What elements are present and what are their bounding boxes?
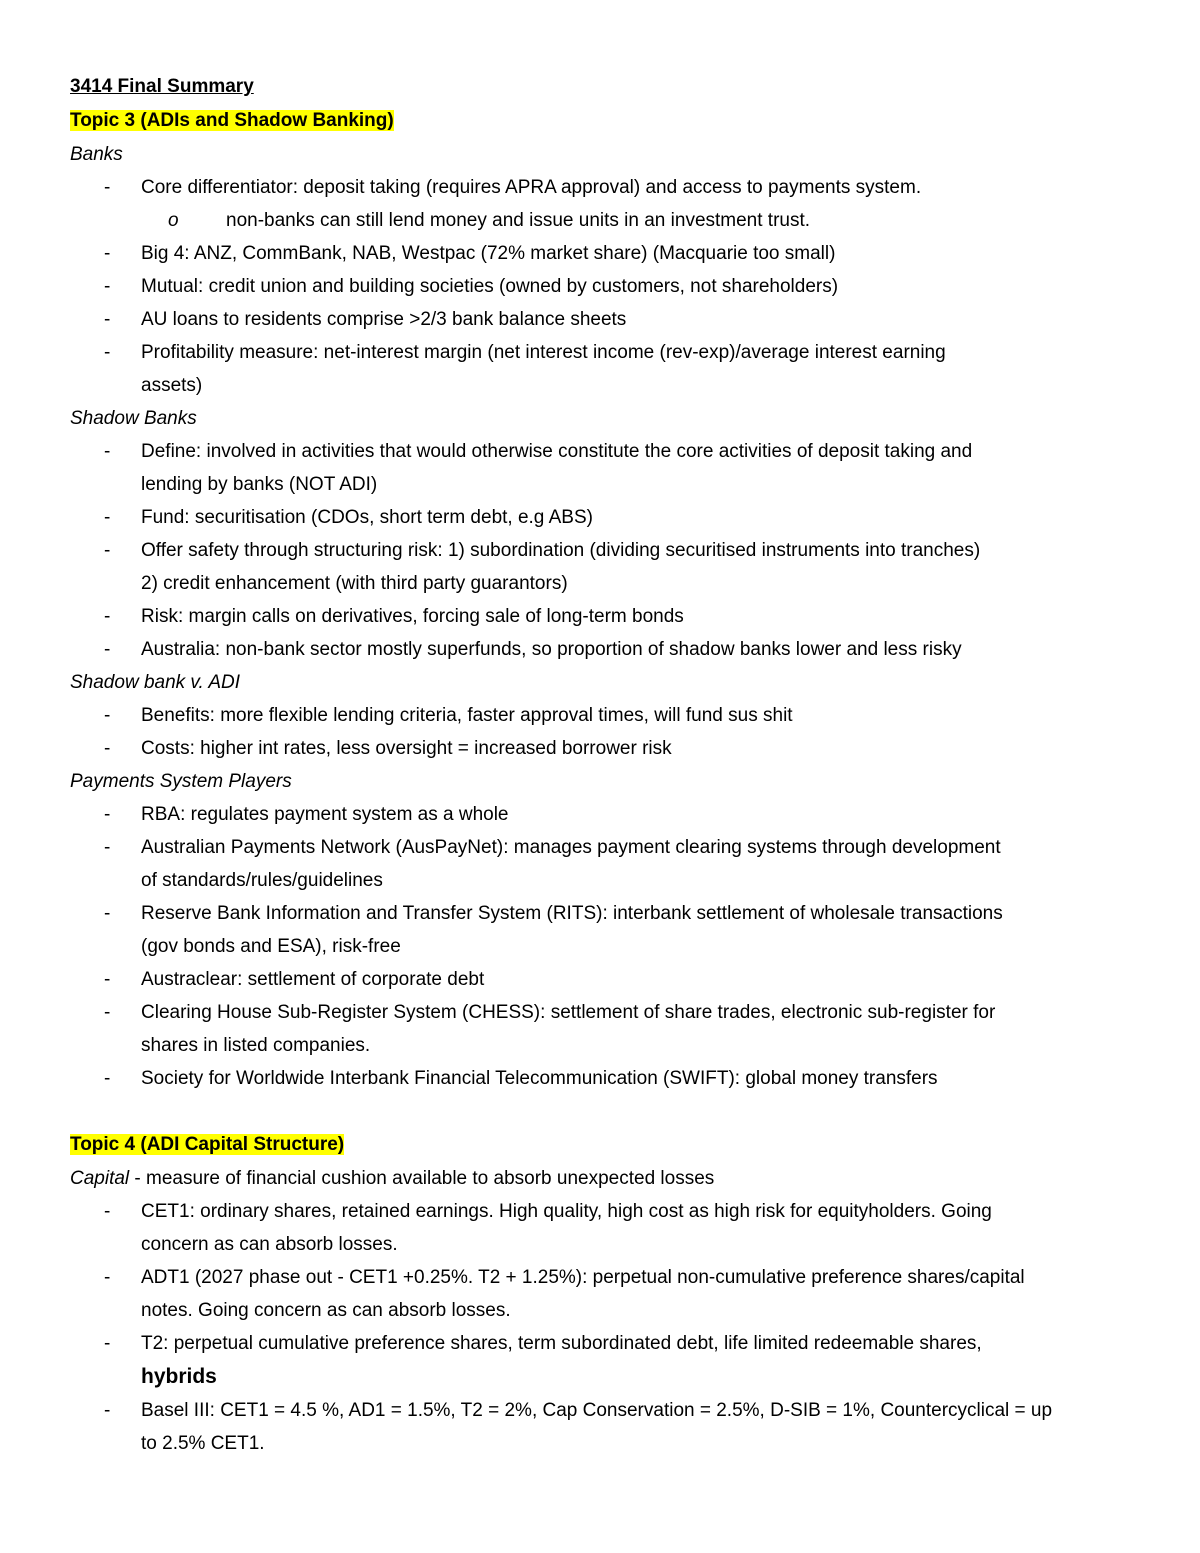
list-item-text: Offer safety through structuring risk: 1) subordination (dividing securitised instruments into tranches) <box>141 540 981 561</box>
bullet-dash: - <box>104 903 111 924</box>
list-item-text: ADT1 (2027 phase out - CET1 +0.25%. T2 + 1.25%): perpetual non-cumulative preference shares/capital <box>141 1267 1025 1288</box>
bullet-dash: - <box>104 705 111 726</box>
list-item-text: lending by banks (NOT ADI) <box>141 474 378 495</box>
sub-list-item <box>70 204 1130 237</box>
blank-line <box>70 1095 1130 1128</box>
section-payments-heading: Payments System Players <box>70 771 292 792</box>
list-item <box>70 1195 1130 1228</box>
bullet-dash: - <box>104 1068 111 1089</box>
bullet-dash: - <box>104 804 111 825</box>
document-title: 3414 Final Summary <box>70 76 254 97</box>
list-item <box>70 831 1130 864</box>
list-item-text: (gov bonds and ESA), risk-free <box>141 936 401 957</box>
capital-definition <box>70 1162 1130 1195</box>
list-item <box>70 963 1130 996</box>
bullet-dash: - <box>104 1333 111 1354</box>
list-item-continuation <box>70 468 1130 501</box>
bullet-dash: - <box>104 837 111 858</box>
bullet-dash: - <box>104 606 111 627</box>
section-shadow-vs-adi-heading: Shadow bank v. ADI <box>70 672 241 693</box>
bullet-dash: - <box>104 309 111 330</box>
list-item-text: Define: involved in activities that would otherwise constitute the core activities of deposit taking and <box>141 441 973 462</box>
list-item <box>70 534 1130 567</box>
list-item-text: shares in listed companies. <box>141 1035 371 1056</box>
list-item <box>70 699 1130 732</box>
list-item <box>70 501 1130 534</box>
sub-bullet-marker: o <box>168 210 179 231</box>
sub-list-item-text: non-banks can still lend money and issue units in an investment trust. <box>226 210 811 231</box>
list-item-text: assets) <box>141 375 203 396</box>
list-item <box>70 1394 1130 1427</box>
list-item-text: Core differentiator: deposit taking (requires APRA approval) and access to payments system. <box>141 177 922 198</box>
list-item-continuation <box>70 1228 1130 1261</box>
hybrids-text: hybrids <box>141 1365 217 1388</box>
list-item <box>70 732 1130 765</box>
list-item-text: T2: perpetual cumulative preference shares, term subordinated debt, life limited redeemable shares, <box>141 1333 982 1354</box>
list-item-continuation <box>70 1427 1130 1460</box>
section-banks-heading: Banks <box>70 144 123 165</box>
list-item-text: Fund: securitisation (CDOs, short term debt, e.g ABS) <box>141 507 593 528</box>
list-item-continuation <box>70 567 1130 600</box>
bullet-dash: - <box>104 639 111 660</box>
list-item-continuation <box>70 1294 1130 1327</box>
list-item-text: 2) credit enhancement (with third party guarantors) <box>141 573 568 594</box>
list-item-text: Costs: higher int rates, less oversight = increased borrower risk <box>141 738 672 759</box>
list-item-text: Risk: margin calls on derivatives, forcing sale of long-term bonds <box>141 606 684 627</box>
list-item-text: RBA: regulates payment system as a whole <box>141 804 509 825</box>
list-item <box>70 171 1130 204</box>
list-item <box>70 600 1130 633</box>
topic-3-heading <box>70 104 1130 138</box>
bullet-dash: - <box>104 342 111 363</box>
list-item-continuation <box>70 864 1130 897</box>
list-item <box>70 897 1130 930</box>
list-item <box>70 633 1130 666</box>
list-item-text: notes. Going concern as can absorb losses. <box>141 1300 511 1321</box>
list-item <box>70 303 1130 336</box>
list-item-continuation <box>70 1029 1130 1062</box>
list-item <box>70 435 1130 468</box>
list-item-text: Benefits: more flexible lending criteria, faster approval times, will fund sus shit <box>141 705 793 726</box>
list-item-text: Mutual: credit union and building societies (owned by customers, not shareholders) <box>141 276 839 297</box>
list-item-text: Big 4: ANZ, CommBank, NAB, Westpac (72% market share) (Macquarie too small) <box>141 243 836 264</box>
list-item-text: Basel III: CET1 = 4.5 %, AD1 = 1.5%, T2 = 2%, Cap Conservation = 2.5%, D-SIB = 1%, Countercyclical = up <box>141 1400 1053 1421</box>
topic-3-heading-text: Topic 3 (ADIs and Shadow Banking) <box>70 110 394 131</box>
list-item-text: AU loans to residents comprise >2/3 bank balance sheets <box>141 309 627 330</box>
bullet-dash: - <box>104 276 111 297</box>
bullet-dash: - <box>104 243 111 264</box>
bullet-dash: - <box>104 507 111 528</box>
list-item-text: Clearing House Sub-Register System (CHESS): settlement of share trades, electronic sub-register for <box>141 1002 996 1023</box>
bullet-dash: - <box>104 1201 111 1222</box>
list-item-text: Society for Worldwide Interbank Financial Telecommunication (SWIFT): global money transfers <box>141 1068 938 1089</box>
list-item <box>70 270 1130 303</box>
bullet-dash: - <box>104 177 111 198</box>
bullet-dash: - <box>104 1002 111 1023</box>
list-item-continuation <box>70 930 1130 963</box>
list-item <box>70 336 1130 369</box>
list-item <box>70 1261 1130 1294</box>
bullet-dash: - <box>104 1267 111 1288</box>
document-page <box>70 70 1130 1460</box>
list-item-text: CET1: ordinary shares, retained earnings. High quality, high cost as high risk for equityholders. Going <box>141 1201 992 1222</box>
bullet-dash: - <box>104 441 111 462</box>
section-shadow-banks-heading: Shadow Banks <box>70 408 197 429</box>
bullet-dash: - <box>104 540 111 561</box>
list-item-text: to 2.5% CET1. <box>141 1433 265 1454</box>
bullet-dash: - <box>104 1400 111 1421</box>
bullet-dash: - <box>104 738 111 759</box>
list-item-text: Profitability measure: net-interest margin (net interest income (rev-exp)/average interest earning <box>141 342 946 363</box>
list-item-text: Australia: non-bank sector mostly superfunds, so proportion of shadow banks lower and less risky <box>141 639 962 660</box>
list-item-text: Reserve Bank Information and Transfer System (RITS): interbank settlement of wholesale transactions <box>141 903 1003 924</box>
bullet-dash: - <box>104 969 111 990</box>
list-item-text: Australian Payments Network (AusPayNet): manages payment clearing systems through development <box>141 837 1001 858</box>
list-item <box>70 237 1130 270</box>
topic-4-heading-text: Topic 4 (ADI Capital Structure) <box>70 1134 345 1155</box>
capital-definition-text: - measure of financial cushion available to absorb unexpected losses <box>129 1168 715 1189</box>
list-item-text: Austraclear: settlement of corporate debt <box>141 969 485 990</box>
capital-term: Capital <box>70 1168 130 1189</box>
list-item <box>70 996 1130 1029</box>
list-item <box>70 798 1130 831</box>
list-item <box>70 1062 1130 1095</box>
list-item <box>70 1327 1130 1360</box>
list-item-text: concern as can absorb losses. <box>141 1234 398 1255</box>
list-item-continuation <box>70 369 1130 402</box>
topic-4-heading <box>70 1128 1130 1162</box>
list-item-text: of standards/rules/guidelines <box>141 870 383 891</box>
list-item-continuation <box>70 1360 1130 1394</box>
